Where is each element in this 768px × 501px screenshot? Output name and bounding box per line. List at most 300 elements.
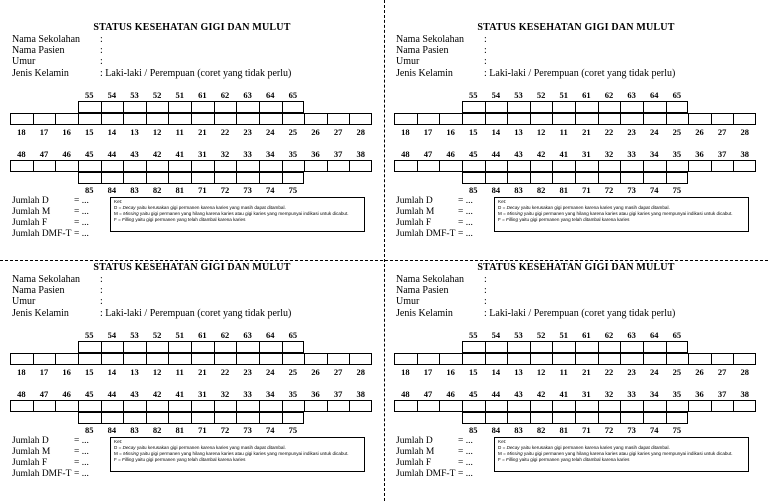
tooth-cell[interactable] [33,161,34,171]
tooth-cell[interactable] [507,401,508,411]
primary-tooth-cell[interactable] [168,342,169,352]
primary-tooth-cell[interactable] [598,413,599,423]
tooth-cell[interactable] [55,401,56,411]
tooth-number: 85 [468,425,478,435]
primary-tooth-cell[interactable] [552,173,553,183]
tooth-cell[interactable] [282,354,283,364]
lower-primary-boxes[interactable] [78,172,304,184]
tooth-number: 44 [107,389,117,399]
primary-tooth-cell[interactable] [123,102,124,112]
patient-name-field[interactable]: : [100,285,103,296]
primary-tooth-cell[interactable] [507,102,508,112]
tooth-number: 71 [198,425,207,435]
primary-tooth-cell[interactable] [530,102,531,112]
primary-tooth-cell[interactable] [259,102,260,112]
patient-name-field[interactable]: : [100,45,103,56]
primary-tooth-cell[interactable] [598,342,599,352]
tooth-number: 54 [491,330,501,340]
tooth-cell[interactable] [688,354,689,364]
primary-tooth-cell[interactable] [214,413,215,423]
tooth-cell[interactable] [349,161,350,171]
upper-tooth-chart[interactable] [394,113,756,125]
tooth-number: 44 [107,149,117,159]
tooth-cell[interactable] [33,114,34,124]
tooth-cell[interactable] [733,114,734,124]
tooth-cell[interactable] [168,114,169,124]
tooth-number: 48 [17,389,26,399]
primary-tooth-cell[interactable] [575,342,576,352]
tooth-cell[interactable] [191,354,192,364]
tooth-number: 41 [175,389,184,399]
primary-tooth-cell[interactable] [146,173,147,183]
primary-tooth-cell[interactable] [666,413,667,423]
tooth-number: 26 [311,127,320,137]
sum-d-value[interactable]: = ... [74,436,89,446]
sum-f-value[interactable]: = ... [74,218,89,228]
tooth-cell[interactable] [349,401,350,411]
tooth-number: 65 [672,330,682,340]
tooth-cell[interactable] [552,161,553,171]
tooth-cell[interactable] [439,401,440,411]
primary-tooth-cell[interactable] [620,413,621,423]
primary-tooth-cell[interactable] [643,342,644,352]
primary-tooth-cell[interactable] [123,413,124,423]
primary-tooth-cell[interactable] [236,102,237,112]
primary-tooth-cell[interactable] [530,342,531,352]
tooth-cell[interactable] [439,161,440,171]
tooth-cell[interactable] [711,161,712,171]
tooth-number: 13 [130,367,139,377]
patient-name-field[interactable]: : [484,45,487,56]
tooth-cell[interactable] [688,401,689,411]
tooth-cell[interactable] [666,354,667,364]
tooth-number: 71 [582,425,591,435]
primary-tooth-cell[interactable] [620,173,621,183]
sum-m-value[interactable]: = ... [74,207,89,217]
tooth-number: 52 [152,90,162,100]
tooth-cell[interactable] [552,401,553,411]
primary-tooth-cell[interactable] [123,173,124,183]
school-name-field[interactable]: : [100,274,103,285]
tooth-number: 51 [559,90,568,100]
tooth-cell[interactable] [327,114,328,124]
school-name-label: Nama Sekolahan [12,274,81,285]
tooth-cell[interactable] [55,354,56,364]
tooth-cell[interactable] [191,401,192,411]
tooth-cell[interactable] [417,114,418,124]
primary-tooth-cell[interactable] [214,342,215,352]
upper-primary-boxes[interactable] [78,101,304,113]
tooth-cell[interactable] [236,354,237,364]
tooth-number: 73 [243,185,252,195]
tooth-cell[interactable] [552,354,553,364]
primary-tooth-cell[interactable] [168,102,169,112]
tooth-cell[interactable] [259,161,260,171]
primary-tooth-cell[interactable] [259,413,260,423]
tooth-cell[interactable] [168,401,169,411]
tooth-cell[interactable] [123,354,124,364]
tooth-number: 61 [198,90,207,100]
tooth-cell[interactable] [666,114,667,124]
primary-tooth-cell[interactable] [101,102,102,112]
tooth-cell[interactable] [575,401,576,411]
lower-tooth-chart[interactable] [394,160,756,172]
primary-tooth-cell[interactable] [552,413,553,423]
primary-tooth-cell[interactable] [552,102,553,112]
tooth-cell[interactable] [214,161,215,171]
primary-tooth-cell[interactable] [507,342,508,352]
tooth-number: 82 [152,425,162,435]
primary-tooth-cell[interactable] [598,173,599,183]
primary-tooth-cell[interactable] [146,102,147,112]
tooth-cell[interactable] [688,161,689,171]
tooth-cell[interactable] [55,114,56,124]
tooth-number: 41 [175,149,184,159]
tooth-cell[interactable] [462,114,463,124]
primary-tooth-cell[interactable] [214,173,215,183]
tooth-cell[interactable] [666,401,667,411]
tooth-cell[interactable] [575,114,576,124]
tooth-cell[interactable] [417,401,418,411]
tooth-cell[interactable] [282,401,283,411]
primary-tooth-cell[interactable] [485,102,486,112]
sum-d-label: Jumlah D [12,196,49,206]
gender-field[interactable]: : Laki-laki / Perempuan (coret yang tidak perlu) [100,308,292,319]
tooth-cell[interactable] [304,354,305,364]
primary-tooth-cell[interactable] [620,342,621,352]
tooth-cell[interactable] [530,114,531,124]
lower-tooth-chart[interactable] [10,160,372,172]
primary-tooth-cell[interactable] [101,342,102,352]
tooth-number: 81 [175,185,184,195]
form-title: STATUS KESEHATAN GIGI DAN MULUT [477,262,675,273]
primary-tooth-cell[interactable] [530,173,531,183]
tooth-cell[interactable] [214,114,215,124]
tooth-cell[interactable] [598,114,599,124]
sum-m-value[interactable]: = ... [458,447,473,457]
tooth-cell[interactable] [575,354,576,364]
tooth-cell[interactable] [530,401,531,411]
primary-tooth-cell[interactable] [259,342,260,352]
tooth-number: 52 [536,330,546,340]
sum-f-value[interactable]: = ... [458,458,473,468]
primary-tooth-cell[interactable] [191,173,192,183]
tooth-cell[interactable] [191,161,192,171]
tooth-number: 85 [84,425,94,435]
tooth-cell[interactable] [643,401,644,411]
tooth-number: 38 [356,389,365,399]
tooth-cell[interactable] [575,161,576,171]
tooth-cell[interactable] [620,354,621,364]
tooth-cell[interactable] [101,114,102,124]
tooth-cell[interactable] [439,114,440,124]
patient-name-field[interactable]: : [484,285,487,296]
tooth-cell[interactable] [214,354,215,364]
primary-tooth-cell[interactable] [191,342,192,352]
tooth-cell[interactable] [733,354,734,364]
gender-label: Jenis Kelamin [12,308,69,319]
tooth-cell[interactable] [349,114,350,124]
sum-dmft-value[interactable]: = ... [74,229,89,239]
primary-tooth-cell[interactable] [643,102,644,112]
primary-tooth-cell[interactable] [101,413,102,423]
sum-dmft-label: Jumlah DMF-T [396,229,456,239]
tooth-number: 17 [423,367,433,377]
age-field[interactable]: : [484,56,487,67]
sum-f-value[interactable]: = ... [74,458,89,468]
tooth-cell[interactable] [304,401,305,411]
tooth-cell[interactable] [485,354,486,364]
gender-label: Jenis Kelamin [396,68,453,79]
tooth-number: 73 [627,425,636,435]
tooth-cell[interactable] [485,114,486,124]
tooth-cell[interactable] [78,401,79,411]
tooth-number: 11 [175,367,184,377]
upper-tooth-chart[interactable] [394,353,756,365]
tooth-cell[interactable] [711,401,712,411]
tooth-cell[interactable] [530,161,531,171]
tooth-cell[interactable] [101,354,102,364]
tooth-cell[interactable] [688,114,689,124]
tooth-cell[interactable] [462,401,463,411]
primary-tooth-cell[interactable] [485,173,486,183]
sum-m-value[interactable]: = ... [74,447,89,457]
upper-tooth-chart[interactable] [10,113,372,125]
tooth-cell[interactable] [123,401,124,411]
tooth-cell[interactable] [620,114,621,124]
sum-dmft-value[interactable]: = ... [458,469,473,479]
lower-tooth-chart[interactable] [10,400,372,412]
tooth-cell[interactable] [462,161,463,171]
tooth-number: 45 [468,149,478,159]
primary-tooth-cell[interactable] [666,342,667,352]
tooth-cell[interactable] [507,161,508,171]
tooth-number: 37 [717,149,727,159]
tooth-cell[interactable] [711,354,712,364]
tooth-cell[interactable] [485,161,486,171]
tooth-cell[interactable] [101,161,102,171]
age-field[interactable]: : [100,296,103,307]
tooth-number: 53 [130,330,139,340]
tooth-number: 47 [423,149,433,159]
gender-label: Jenis Kelamin [396,308,453,319]
gender-field[interactable]: : Laki-laki / Perempuan (coret yang tidak perlu) [100,68,292,79]
tooth-number: 81 [559,185,568,195]
tooth-cell[interactable] [259,401,260,411]
primary-tooth-cell[interactable] [236,173,237,183]
tooth-cell[interactable] [282,114,283,124]
tooth-number: 34 [265,149,275,159]
age-field[interactable]: : [484,296,487,307]
tooth-number: 55 [84,330,94,340]
tooth-cell[interactable] [78,161,79,171]
tooth-cell[interactable] [146,401,147,411]
tooth-cell[interactable] [146,354,147,364]
primary-tooth-cell[interactable] [146,413,147,423]
tooth-cell[interactable] [598,161,599,171]
tooth-cell[interactable] [666,161,667,171]
tooth-number: 82 [536,185,546,195]
tooth-cell[interactable] [327,354,328,364]
tooth-cell[interactable] [33,401,34,411]
primary-tooth-cell[interactable] [236,413,237,423]
tooth-cell[interactable] [282,161,283,171]
primary-tooth-cell[interactable] [282,413,283,423]
tooth-cell[interactable] [304,114,305,124]
legend-box [110,437,365,472]
primary-tooth-cell[interactable] [620,102,621,112]
tooth-cell[interactable] [168,161,169,171]
tooth-cell[interactable] [55,161,56,171]
primary-tooth-cell[interactable] [575,413,576,423]
sum-dmft-value[interactable]: = ... [458,229,473,239]
tooth-number: 61 [198,330,207,340]
legend-missing: M = Missing yaitu gigi permanen yang hilang karena karies atau gigi karies yang mempunyai indikasi untuk dicabut. [498,451,733,456]
tooth-cell[interactable] [485,401,486,411]
primary-tooth-cell[interactable] [666,173,667,183]
primary-tooth-cell[interactable] [168,413,169,423]
sum-m-value[interactable]: = ... [458,207,473,217]
tooth-number: 36 [311,149,320,159]
primary-tooth-cell[interactable] [146,342,147,352]
tooth-cell[interactable] [552,114,553,124]
sum-d-value[interactable]: = ... [458,196,473,206]
sum-m-label: Jumlah M [12,207,51,217]
upper-primary-boxes[interactable] [462,341,688,353]
primary-tooth-cell[interactable] [507,413,508,423]
primary-tooth-cell[interactable] [598,102,599,112]
tooth-number: 75 [288,185,298,195]
upper-tooth-chart[interactable] [10,353,372,365]
upper-primary-boxes[interactable] [462,101,688,113]
tooth-cell[interactable] [78,354,79,364]
tooth-cell[interactable] [530,354,531,364]
primary-tooth-cell[interactable] [575,173,576,183]
primary-tooth-cell[interactable] [282,173,283,183]
primary-tooth-cell[interactable] [191,102,192,112]
primary-tooth-cell[interactable] [552,342,553,352]
primary-tooth-cell[interactable] [485,342,486,352]
primary-tooth-cell[interactable] [507,173,508,183]
tooth-cell[interactable] [711,114,712,124]
tooth-cell[interactable] [327,401,328,411]
tooth-cell[interactable] [643,354,644,364]
primary-tooth-cell[interactable] [236,342,237,352]
primary-tooth-cell[interactable] [168,173,169,183]
tooth-cell[interactable] [214,401,215,411]
tooth-cell[interactable] [733,401,734,411]
tooth-cell[interactable] [259,114,260,124]
tooth-cell[interactable] [236,114,237,124]
tooth-cell[interactable] [78,114,79,124]
tooth-cell[interactable] [304,161,305,171]
tooth-cell[interactable] [598,354,599,364]
primary-tooth-cell[interactable] [191,413,192,423]
lower-primary-boxes[interactable] [78,412,304,424]
tooth-cell[interactable] [643,161,644,171]
gender-field[interactable]: : Laki-laki / Perempuan (coret yang tidak perlu) [484,68,676,79]
form-title: STATUS KESEHATAN GIGI DAN MULUT [93,22,291,33]
tooth-cell[interactable] [417,354,418,364]
primary-tooth-cell[interactable] [530,413,531,423]
sum-m-label: Jumlah M [396,207,435,217]
tooth-number: 53 [514,90,523,100]
primary-tooth-cell[interactable] [643,413,644,423]
primary-tooth-cell[interactable] [123,342,124,352]
lower-tooth-chart[interactable] [394,400,756,412]
primary-tooth-cell[interactable] [282,102,283,112]
tooth-cell[interactable] [507,114,508,124]
tooth-cell[interactable] [236,401,237,411]
tooth-cell[interactable] [123,161,124,171]
primary-tooth-cell[interactable] [575,102,576,112]
tooth-cell[interactable] [33,354,34,364]
gender-field[interactable]: : Laki-laki / Perempuan (coret yang tidak perlu) [484,308,676,319]
sum-d-value[interactable]: = ... [458,436,473,446]
tooth-cell[interactable] [327,161,328,171]
tooth-cell[interactable] [462,354,463,364]
tooth-cell[interactable] [620,161,621,171]
lower-primary-boxes[interactable] [462,412,688,424]
primary-tooth-cell[interactable] [214,102,215,112]
tooth-number: 27 [717,127,727,137]
tooth-cell[interactable] [598,401,599,411]
tooth-cell[interactable] [439,354,440,364]
primary-tooth-cell[interactable] [485,413,486,423]
school-name-field[interactable]: : [484,274,487,285]
tooth-number: 47 [423,389,433,399]
tooth-cell[interactable] [146,114,147,124]
tooth-cell[interactable] [101,401,102,411]
primary-tooth-cell[interactable] [259,173,260,183]
tooth-cell[interactable] [733,161,734,171]
tooth-number: 22 [220,367,230,377]
tooth-number: 85 [468,185,478,195]
tooth-cell[interactable] [146,161,147,171]
sum-d-value[interactable]: = ... [74,196,89,206]
tooth-number: 17 [423,127,433,137]
tooth-number: 25 [288,127,298,137]
sum-f-value[interactable]: = ... [458,218,473,228]
tooth-number: 43 [514,389,523,399]
age-field[interactable]: : [100,56,103,67]
tooth-cell[interactable] [168,354,169,364]
tooth-cell[interactable] [349,354,350,364]
sum-dmft-value[interactable]: = ... [74,469,89,479]
tooth-cell[interactable] [236,161,237,171]
primary-tooth-cell[interactable] [643,173,644,183]
primary-tooth-cell[interactable] [282,342,283,352]
tooth-number: 43 [130,389,139,399]
tooth-cell[interactable] [259,354,260,364]
lower-primary-boxes[interactable] [462,172,688,184]
tooth-cell[interactable] [123,114,124,124]
tooth-cell[interactable] [507,354,508,364]
primary-tooth-cell[interactable] [101,173,102,183]
tooth-number: 65 [672,90,682,100]
tooth-number: 31 [582,389,591,399]
upper-primary-boxes[interactable] [78,341,304,353]
school-name-field[interactable]: : [100,34,103,45]
tooth-cell[interactable] [620,401,621,411]
tooth-number: 13 [514,127,523,137]
tooth-cell[interactable] [643,114,644,124]
tooth-cell[interactable] [417,161,418,171]
school-name-field[interactable]: : [484,34,487,45]
primary-tooth-cell[interactable] [666,102,667,112]
tooth-number: 47 [39,149,49,159]
tooth-cell[interactable] [191,114,192,124]
